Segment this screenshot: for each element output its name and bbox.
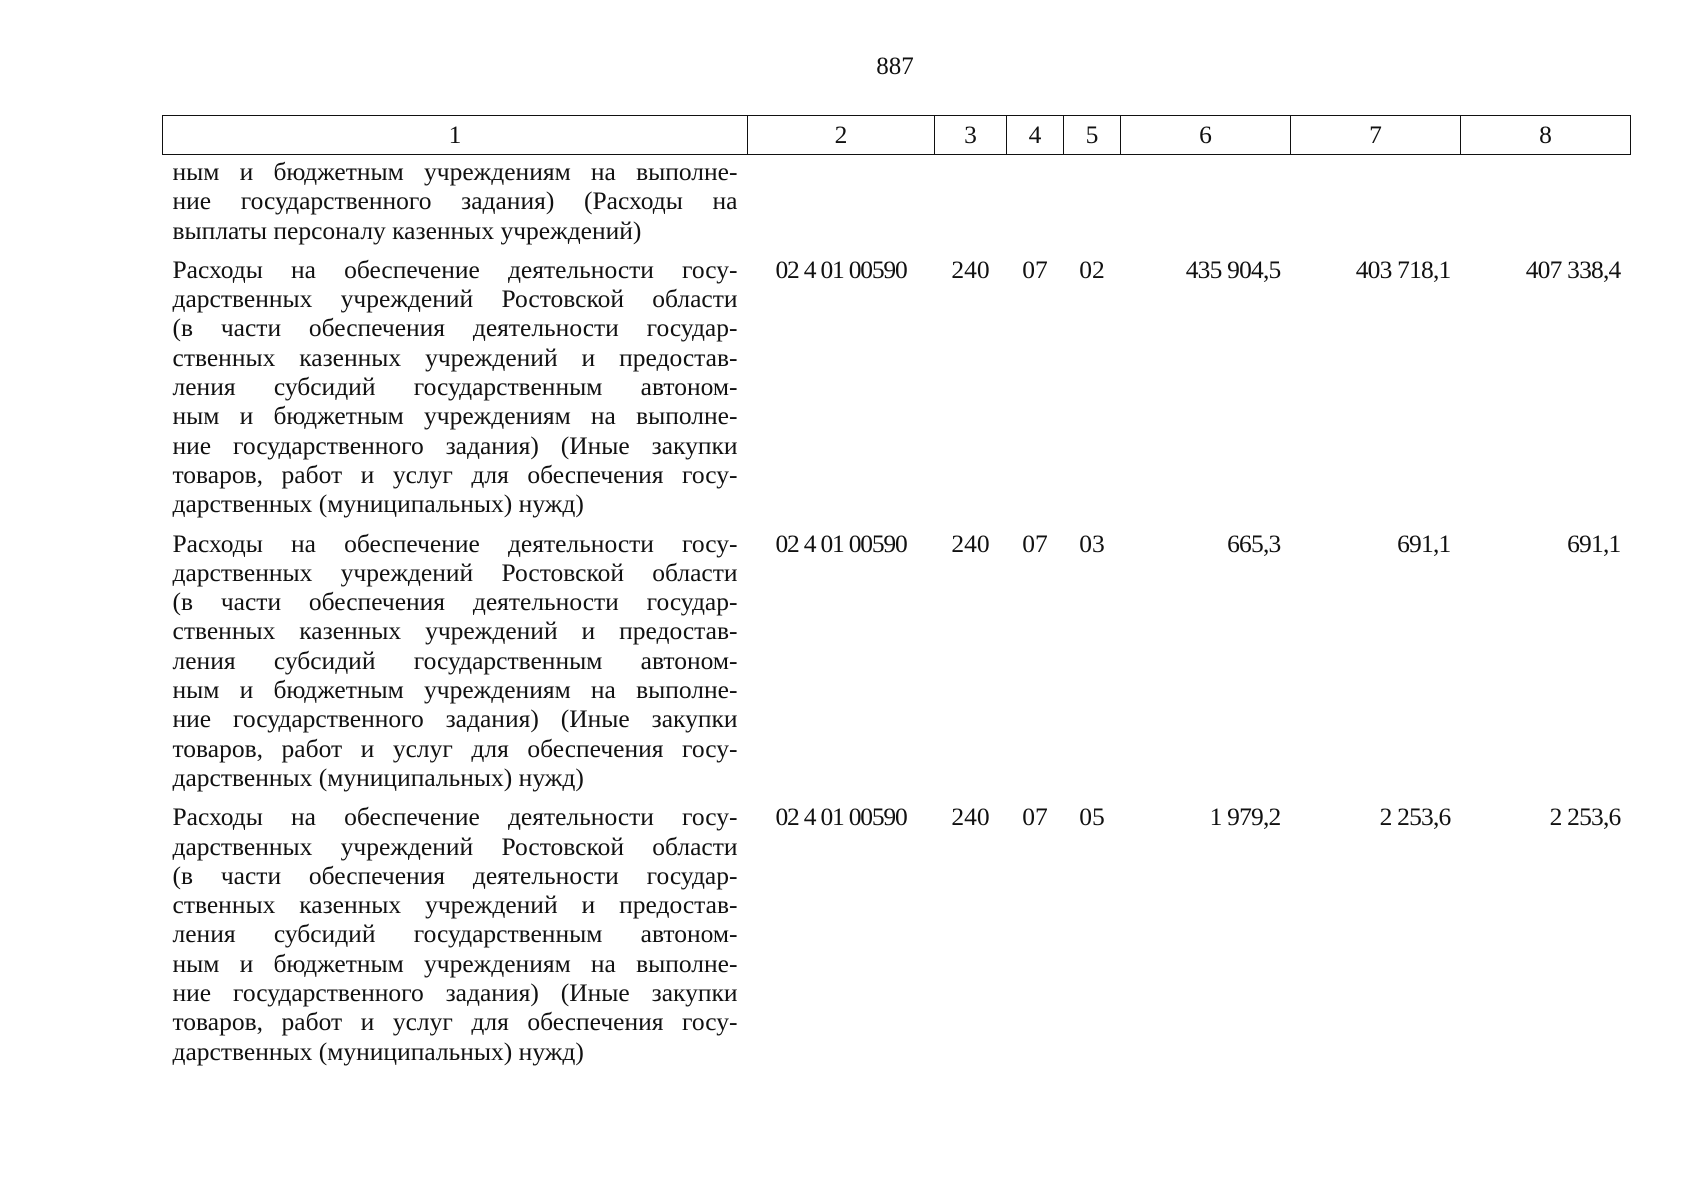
description-line: (в части обеспечения деятельности государ- <box>172 587 738 617</box>
continuation-row <box>163 155 1631 245</box>
description-line: ние государственного задания) (Иные закупки <box>172 704 738 734</box>
description-line: ления субсидий государственным автоном- <box>172 919 738 949</box>
description-line: товаров, работ и услуг для обеспечения госу- <box>172 733 738 763</box>
amount-col-8: 2 253,6 <box>1549 802 1621 832</box>
description-line: (в части обеспечения деятельности государ- <box>172 860 738 890</box>
description-line: ным и бюджетным учреждениям на выполне- <box>172 675 738 705</box>
table-row <box>163 792 1631 1066</box>
description-line: ние государственного задания) (Иные закупки <box>172 430 738 460</box>
table-body <box>163 155 1631 1066</box>
table-row <box>163 245 1631 519</box>
header-col-4: 4 <box>1007 116 1064 155</box>
amount-col-6: 1 979,2 <box>1209 802 1281 832</box>
continuation-description <box>163 155 748 245</box>
budget-table <box>162 115 1631 1066</box>
description-line: ние государственного задания) (Расходы на <box>172 186 738 216</box>
description-line: Расходы на обеспечение деятельности госу- <box>172 528 738 558</box>
amount-col-6: 665,3 <box>1227 528 1281 558</box>
amount-col-6: 435 904,5 <box>1185 254 1281 284</box>
row-description <box>163 792 748 1066</box>
section-code: 07 <box>1022 254 1048 284</box>
header-col-7: 7 <box>1291 116 1461 155</box>
description-line: выплаты персоналу казенных учреждений) <box>172 215 642 245</box>
subsection-code: 03 <box>1079 528 1105 558</box>
description-line: Расходы на обеспечение деятельности госу- <box>172 254 738 284</box>
table-row <box>163 519 1631 793</box>
description-line: товаров, работ и услуг для обеспечения госу- <box>172 459 738 489</box>
description-line: ственных казенных учреждений и предостав- <box>172 616 738 646</box>
description-line: ным и бюджетным учреждениям на выполне- <box>172 948 738 978</box>
description-line: ления субсидий государственным автоном- <box>172 645 738 675</box>
description-line: (в части обеспечения деятельности государ- <box>172 313 738 343</box>
section-code: 07 <box>1022 528 1048 558</box>
header-col-3: 3 <box>935 116 1007 155</box>
target-article-code: 02 4 01 00590 <box>775 254 907 284</box>
description-line: дарственных учреждений Ростовской области <box>172 557 738 587</box>
description-line: дарственных учреждений Ростовской области <box>172 831 738 861</box>
expense-type-code: 240 <box>951 254 990 284</box>
target-article-code: 02 4 01 00590 <box>775 528 907 558</box>
header-col-8: 8 <box>1461 116 1631 155</box>
description-line: ние государственного задания) (Иные закупки <box>172 978 738 1008</box>
section-code: 07 <box>1022 802 1048 832</box>
description-line: ственных казенных учреждений и предостав- <box>172 342 738 372</box>
amount-col-8: 691,1 <box>1567 528 1621 558</box>
description-line: ным и бюджетным учреждениям на выполне- <box>172 157 738 186</box>
table-header <box>163 116 1631 155</box>
description-line: ственных казенных учреждений и предостав- <box>172 890 738 920</box>
header-col-2: 2 <box>748 116 935 155</box>
header-col-5: 5 <box>1064 116 1121 155</box>
page-number: 887 <box>876 53 914 80</box>
header-col-1: 1 <box>163 116 748 155</box>
expense-type-code: 240 <box>951 802 990 832</box>
amount-col-7: 2 253,6 <box>1379 802 1451 832</box>
description-line: дарственных (муниципальных) нужд) <box>172 1036 584 1066</box>
row-description <box>163 519 748 793</box>
description-line: дарственных (муниципальных) нужд) <box>172 762 584 792</box>
expense-type-code: 240 <box>951 528 990 558</box>
amount-col-7: 691,1 <box>1397 528 1451 558</box>
amount-col-7: 403 718,1 <box>1355 254 1451 284</box>
amount-col-8: 407 338,4 <box>1525 254 1621 284</box>
description-line: ления субсидий государственным автоном- <box>172 372 738 402</box>
description-line: Расходы на обеспечение деятельности госу- <box>172 802 738 832</box>
description-line: товаров, работ и услуг для обеспечения госу- <box>172 1007 738 1037</box>
subsection-code: 02 <box>1079 254 1105 284</box>
description-line: дарственных учреждений Ростовской области <box>172 284 738 314</box>
row-description <box>163 245 748 519</box>
description-line: ным и бюджетным учреждениям на выполне- <box>172 401 738 431</box>
header-row <box>163 116 1631 155</box>
description-line: дарственных (муниципальных) нужд) <box>172 489 584 519</box>
header-col-6: 6 <box>1121 116 1291 155</box>
target-article-code: 02 4 01 00590 <box>775 802 907 832</box>
subsection-code: 05 <box>1079 802 1105 832</box>
